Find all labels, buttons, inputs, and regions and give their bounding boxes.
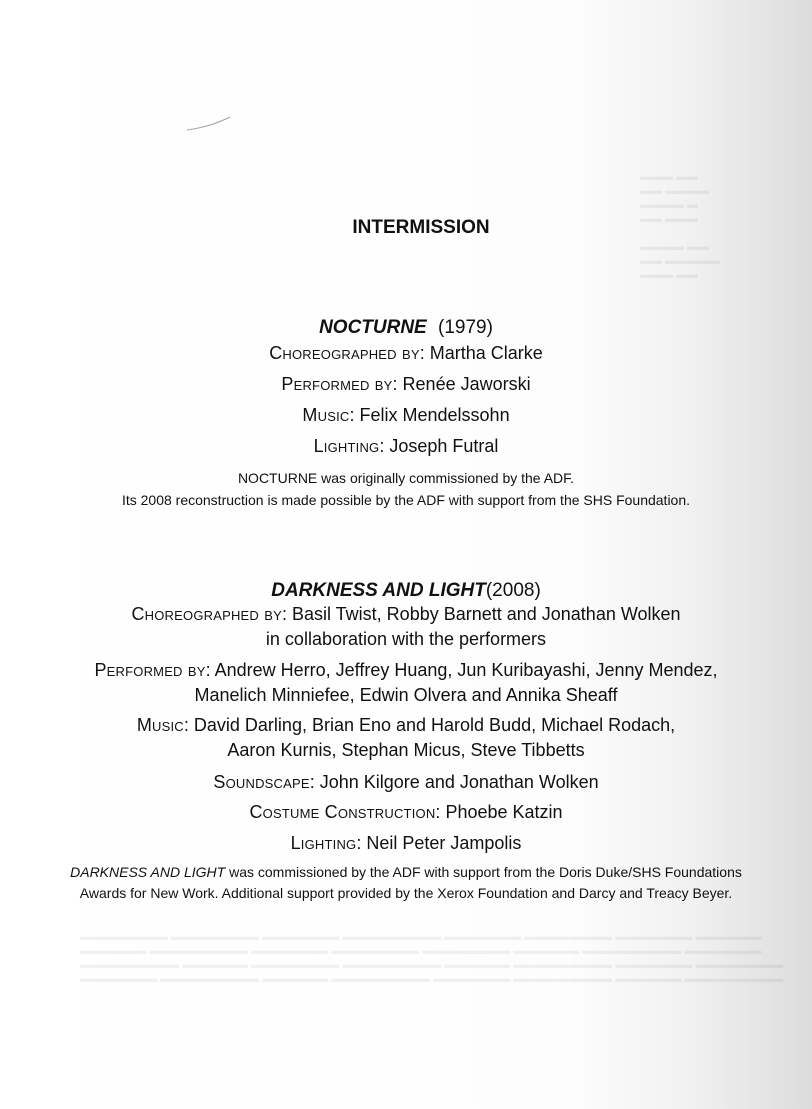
darkness-credit-performers-cont: Manelich Minniefee, Edwin Olvera and Annika Sheaff [194, 685, 618, 705]
credit-names: Andrew Herro, Jeffrey Huang, Jun Kuribayashi, Jenny Mendez, [214, 660, 718, 680]
credit-role: Performed by [281, 374, 393, 394]
nocturne-note-line-2: Its 2008 reconstruction is made possible by the ADF with support from the SHS Foundation. [121, 492, 691, 508]
credit-sep: : [281, 604, 292, 624]
credit-sep: : [309, 772, 320, 792]
credit-names: Phoebe Katzin [445, 802, 563, 822]
credit-names: Felix Mendelssohn [359, 405, 510, 425]
credit-sep: : [392, 374, 403, 394]
credit-sep: : [183, 715, 194, 735]
credit-role: Lighting [290, 833, 357, 853]
credit-sep: : [435, 802, 446, 822]
darkness-note-title: DARKNESS AND LIGHT [70, 864, 226, 880]
nocturne-credit-performer [0, 374, 812, 395]
nocturne-title [0, 317, 812, 339]
credit-sep: : [356, 833, 367, 853]
credit-role: Music [136, 715, 184, 735]
darkness-credit-music-cont: Aaron Kurnis, Stephan Micus, Steve Tibbetts [227, 740, 585, 760]
darkness-credit-choreographer [0, 604, 812, 625]
nocturne-year: (1979) [438, 317, 493, 338]
credit-names: Basil Twist, Robby Barnett and Jonathan Wolken [291, 604, 681, 624]
nocturne-credit-choreographer [0, 343, 812, 364]
show-through-texture: ▬▬▬▬▬▬▬▬ ▬▬▬▬▬▬▬▬ ▬▬▬▬▬▬▬ ▬▬▬▬▬▬▬▬▬ ▬▬▬▬▬▬▬ ▬▬▬▬▬▬▬▬ ▬▬▬▬▬▬▬ ▬▬▬▬▬▬ ▬▬▬▬▬▬ ▬▬▬▬▬▬▬▬▬ ▬▬▬▬▬▬▬ ▬▬▬▬▬▬▬▬ ▬▬▬▬▬▬▬▬ ▬▬▬▬▬▬ ▬▬▬▬▬▬▬▬▬ ▬▬▬▬▬▬▬ ▬▬▬▬▬▬▬▬▬ ▬▬▬▬▬▬ ▬▬▬▬▬▬▬▬ ▬▬▬▬▬▬▬▬▬ ▬▬▬▬▬▬ ▬▬▬▬▬▬▬▬▬ ▬▬▬▬▬▬▬ ▬▬▬▬▬▬▬▬ ▬▬▬▬▬▬▬ ▬▬▬▬▬▬▬▬▬ ▬▬▬▬▬▬ ▬▬▬▬▬▬▬▬▬ ▬▬▬▬▬▬▬ ▬▬▬▬▬▬▬▬▬ ▬▬▬▬▬▬ ▬▬▬▬▬▬▬▬▬ [80, 931, 784, 985]
credit-sep: : [419, 343, 430, 363]
credit-sep: : [349, 405, 360, 425]
darkness-credit-costume [0, 802, 812, 823]
darkness-note-line-2: Awards for New Work. Additional support provided by the Xerox Foundation and Darcy and Treacy Beyer. [79, 885, 733, 901]
credit-role: Music [302, 405, 350, 425]
darkness-name: DARKNESS AND LIGHT [271, 580, 486, 601]
credit-names: John Kilgore and Jonathan Wolken [319, 772, 599, 792]
darkness-credit-soundscape [0, 772, 812, 793]
nocturne-name: NOCTURNE [319, 317, 427, 338]
darkness-credit-choreographer-cont: in collaboration with the performers [265, 629, 547, 649]
credit-role: Performed by [94, 660, 206, 680]
darkness-year: (2008) [485, 580, 541, 601]
credit-role: Choreographed by [269, 343, 420, 363]
show-through-texture: ▬▬▬ ▬▬ ▬▬ ▬▬▬▬ ▬▬▬▬ ▬ ▬▬ ▬▬▬ ▬▬▬▬ ▬▬ ▬▬ ▬▬▬▬▬ ▬▬▬ ▬▬ [640, 171, 721, 281]
credit-sep: : [205, 660, 215, 680]
credit-role: Lighting [313, 436, 380, 456]
credit-names: Joseph Futral [389, 436, 499, 456]
nocturne-credit-music [0, 405, 812, 426]
credit-role: Choreographed by [131, 604, 282, 624]
credit-role: Soundscape [213, 772, 310, 792]
nocturne-note-line-1: NOCTURNE was originally commissioned by the ADF. [237, 470, 575, 486]
credit-names: Martha Clarke [429, 343, 543, 363]
intermission-heading: INTERMISSION [352, 217, 490, 238]
darkness-note-text: was commissioned by the ADF with support from the Doris Duke/SHS Foundations [225, 864, 742, 880]
darkness-title [0, 580, 812, 602]
credit-sep: : [379, 436, 390, 456]
darkness-note-line-1 [0, 864, 812, 880]
darkness-credit-performers [0, 660, 812, 681]
nocturne-credit-lighting [0, 436, 812, 457]
credit-names: Renée Jaworski [402, 374, 531, 394]
show-through-mark [185, 115, 235, 135]
credit-names: Neil Peter Jampolis [366, 833, 522, 853]
darkness-credit-music [0, 715, 812, 736]
credit-names: David Darling, Brian Eno and Harold Budd, Michael Rodach, [193, 715, 676, 735]
credit-role: Costume Construction [249, 802, 436, 822]
darkness-credit-lighting [0, 833, 812, 854]
